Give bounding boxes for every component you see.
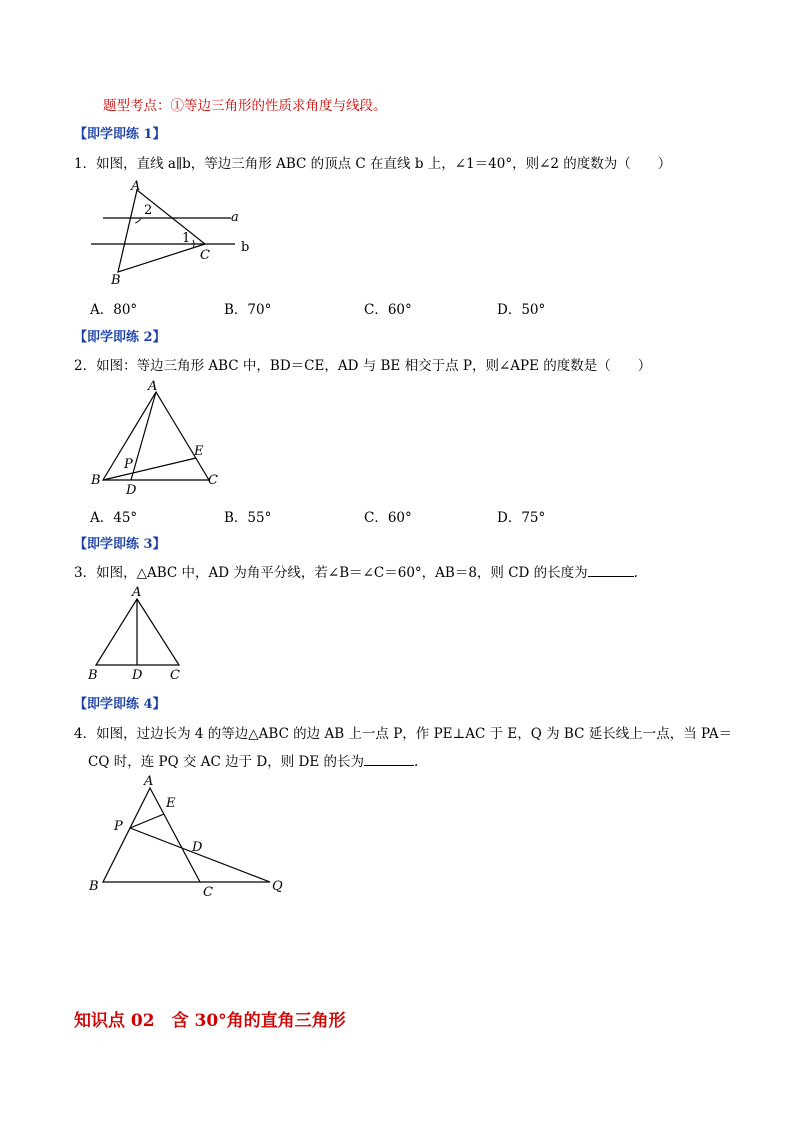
option-1b: B．70° (224, 302, 272, 318)
label-B: B (111, 273, 121, 288)
label-A: A (131, 179, 141, 194)
exercise-header-3: 【即学即练 3】 (74, 537, 166, 552)
figure-2 (86, 374, 226, 498)
label-a: a (231, 210, 239, 225)
label-P: P (124, 457, 133, 472)
option-2b: B．55° (224, 510, 272, 526)
triangle-abc (103, 392, 209, 480)
exercise-header-4: 【即学即练 4】 (74, 697, 166, 712)
question-4-line-2 (88, 750, 418, 770)
question-3 (74, 561, 638, 581)
label-D: D (126, 483, 137, 498)
segment-ad (131, 392, 156, 480)
label-E: E (194, 444, 204, 459)
exercise-header-2: 【即学即练 2】 (74, 330, 166, 345)
option-2a: A．45° (90, 510, 138, 526)
figure-3 (84, 581, 194, 683)
label-E: E (166, 796, 176, 811)
label-2: 2 (144, 203, 153, 218)
label-A: A (132, 585, 142, 600)
label-b: b (241, 240, 250, 255)
exercise-header-1: 【即学即练 1】 (74, 127, 166, 142)
label-D: D (132, 668, 143, 683)
label-1: 1 (182, 231, 191, 246)
label-Q: Q (272, 879, 283, 894)
label-P: P (114, 819, 123, 834)
question-4-text: CQ 时，连 PQ 交 AC 边于 D，则 DE 的长为 (88, 754, 364, 770)
figure-1 (85, 174, 255, 290)
segment-pe (130, 814, 164, 828)
knowledge-point-heading: 知识点 02 含 30°角的直角三角形 (74, 1011, 346, 1031)
option-1c: C．60° (364, 302, 412, 318)
label-B: B (88, 668, 98, 683)
question-1: 1．如图，直线 a∥b，等边三角形 ABC 的顶点 C 在直线 b 上，∠1＝40°，则∠2 的度数为（ ） (74, 156, 672, 172)
question-2: 2．如图：等边三角形 ABC 中，BD＝CE，AD 与 BE 相交于点 P，则∠APE 的度数是（ ） (74, 358, 652, 374)
option-2c: C．60° (364, 510, 412, 526)
topic-note: 题型考点：①等边三角形的性质求角度与线段。 (103, 98, 387, 114)
question-4-line-1: 4．如图，过边长为 4 的等边△ABC 的边 AB 上一点 P，作 PE⊥AC 于 E，Q 为 BC 延长线上一点，当 PA＝ (74, 726, 733, 742)
label-C: C (200, 248, 210, 263)
question-3-end: . (633, 565, 638, 581)
option-1a: A．80° (90, 302, 138, 318)
label-C: C (203, 885, 213, 900)
answer-blank-4[interactable] (364, 753, 414, 766)
question-4-end: . (413, 754, 419, 770)
label-A: A (144, 774, 154, 789)
label-C: C (170, 668, 180, 683)
answer-blank-3[interactable] (588, 564, 634, 577)
label-C: C (208, 473, 218, 488)
label-D: D (192, 840, 203, 855)
question-3-text: 3．如图，△ABC 中，AD 为角平分线，若∠B＝∠C＝60°，AB＝8，则 CD 的长度为 (74, 565, 588, 581)
label-B: B (89, 879, 99, 894)
segment-pq (130, 828, 270, 882)
angle-2-mark (135, 218, 141, 223)
label-A: A (148, 379, 158, 394)
option-1d: D．50° (497, 302, 546, 318)
option-2d: D．75° (497, 510, 546, 526)
label-B: B (91, 473, 101, 488)
triangle-abc (118, 190, 205, 272)
triangle-abc (103, 788, 200, 882)
segment-be (103, 458, 196, 480)
figure-4 (84, 770, 304, 902)
